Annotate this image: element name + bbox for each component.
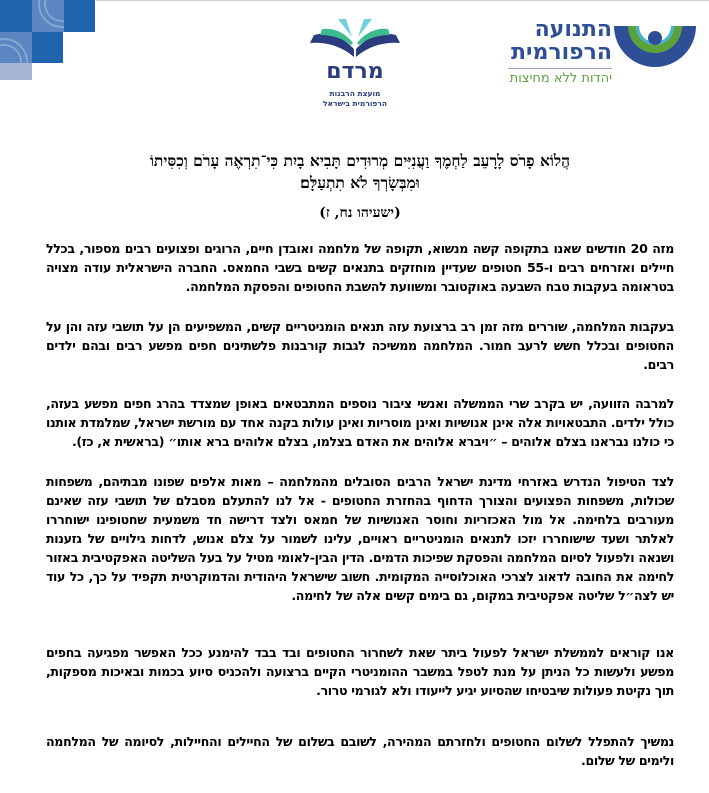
logo-name <box>511 18 612 64</box>
logo-subtitle-line2: הרפורמית בישראל <box>322 99 388 108</box>
paragraph-1: מזה 20 חודשים שאנו בתקופה קשה מנשוא, תקופה של מלחמה ואובדן חיים, הרוגים ופצועים רבים מספור, בכלל חיילים ואזרחים רבים ו-55 חטופים שעדיין מוחזקים בתנאים קשים בשבי החמאס. החברה הישראלית עודה מצויה בטראומה בעקבות טבח השבעה באוקטובר ומשוועת להשבת החטופים והפסקת המלחמה. <box>46 241 675 294</box>
verse-line-1: הֲלוֹא פָרֹס לָרָעֵב לַחְמֶךָ וַעֲנִיִּים מְרוּדִים תָּבִיא בָיִת כִּי־תִרְאֶה עָרֹם וְכִסִּיתוֹ <box>149 151 571 170</box>
logo-tagline: יהדות ללא מחיצות <box>509 71 612 86</box>
logo-acronym: מרדם <box>326 59 384 84</box>
reform-movement-arc-icon <box>612 24 698 78</box>
corner-decoration <box>0 0 96 80</box>
open-book-icon <box>300 15 410 59</box>
logo-name-line2: הרפורמית <box>510 40 612 65</box>
logo-subtitle-line1: מועצת הרבנות <box>329 89 381 98</box>
paragraph-6: נמשיך להתפלל לשלום החטופים ולחזרתם המהירה, לשובם בשלום של החיילים והחיילות, לסיומה של המלחמה ולימים של שלום. <box>46 734 674 768</box>
paragraph-2: בעקבות המלחמה, שוררים מזה זמן רב ברצועת עזה תנאים הומניטריים קשים, המשפיעים הן על תושבי עזה והן על החטופים ובכלל חשש לרעב חמור. המלחמה ממשיכה לגבות קורבנות פלשתינים חפים מפשע רבים ובהם ילדים רבים. <box>46 319 674 372</box>
logo-divider <box>508 68 612 69</box>
reform-movement-logo <box>500 18 700 90</box>
top-border <box>96 0 709 1</box>
verse-line-2: וּמִבְּשָׂרְךָ לֹא תִתְעַלָּם׃ <box>300 173 420 192</box>
rabbinical-council-logo <box>300 15 410 108</box>
verse-source: (ישעיהו נח, ז) <box>319 205 401 221</box>
logo-name-line1: התנועה <box>534 17 612 42</box>
paragraph-5: אנו קוראים לממשלת ישראל לפעול ביתר שאת לשחרור החטופים ובד בבד להימנע ככל האפשר מפגיעה בחפים מפשע ולעשות כל הניתן על מנת לטפל במשבר ההומניטרי הקיים ברצועה ולהכניס סיוע בכמות ובאיכות מספקות, תוך נקיטת פעולות שיבטיחו שהסיוע יגיע לייעודו ולא לגורמי טרור. <box>46 645 674 698</box>
paragraph-3: למרבה הזוועה, יש בקרב שרי הממשלה ואנשי ציבור נוספים המתבטאים באופן שמצדד בהרג חפים מפשע בעזה, כולל ילדים. התבטאויות אלה אינן אנושיות ואינן מוסריות ואינן עולות בקנה אחד עם מורשת ישראל, שמלמדת אותנו כי כולנו נבראנו בצלם אלוהים – ״ויברא אלוהים את האדם בצלמו, בצלם אלוהים ברא אותו״ (בראשית א, כז). <box>46 396 674 449</box>
paragraph-4: לצד הטיפול הנדרש באזרחי מדינת ישראל הרבים הסובלים מהמלחמה – מאות אלפים שפונו מבתיהם, משפחות שכולות, משפחות הפצועים והצורך הדחוף בהחזרת החטופים - אל לנו להתעלם מסבלם של תושבי עזה שאינם מעורבים בלחימה. אל מול האכזריות וחוסר האנושיות של חמאס ולצד דרישה חד משמעית שחטופינו ישוחררו לאלתר ושעד שישוחררו יזכו לתנאים הומניטריים ראויים, עלינו לשמור על צלם אנוש, לדחות גילויים של גזענות ושנאה ולפעול לסיום המלחמה והפסקת שפיכות הדמים. הדין הבין-לאומי מטיל על בעל השליטה האפקטיבית באזור לחימה את החובה לדאוג לצרכי האוכלוסייה המקומית. חשוב שישראל היהודית והדמוקרטית תקפיד על כך, כל עוד יש לצה״ל שליטה אפקטיבית במקום, גם בימים קשים אלה של לחימה. <box>46 474 674 603</box>
